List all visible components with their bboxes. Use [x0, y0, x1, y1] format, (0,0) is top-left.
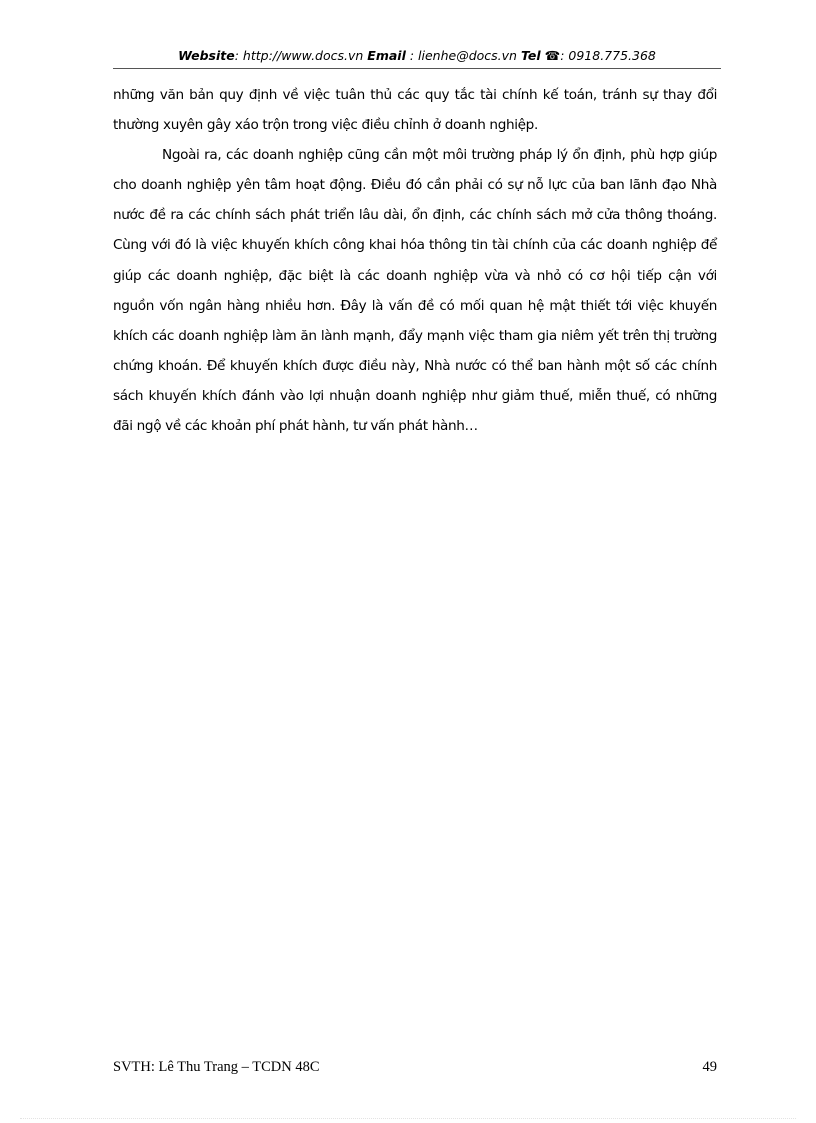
- paragraph-2: Ngoài ra, các doanh nghiệp cũng cần một môi trường pháp lý ổn định, phù hợp giúp cho doanh nghiệp yên tâm hoạt động. Điều đó cần phải có sự nỗ lực của ban lãnh đạo Nhà nước đề ra các chính sách phát triển lâu dài, ổn định, các chính sách mở cửa thông thoáng. Cùng với đó là việc khuyến khích công khai hóa thông tin tài chính của các doanh nghiệp để giúp các doanh nghiệp, đặc biệt là các doanh nghiệp vừa và nhỏ có cơ hội tiếp cận với nguồn vốn ngân hàng nhiều hơn. Đây là vấn đề có mối quan hệ mật thiết tới việc khuyến khích các doanh nghiệp làm ăn lành mạnh, đẩy mạnh việc tham gia niêm yết trên thị trường chứng khoán. Để khuyến khích được điều này, Nhà nước có thể ban hành một số các chính sách khuyến khích đánh vào lợi nhuận doanh nghiệp như giảm thuế, miễn thuế, có những đãi ngộ về các khoản phí phát hành, tư vấn phát hành…: [113, 147, 717, 435]
- page-footer: [113, 1057, 717, 1077]
- phone-icon: ☎: [544, 48, 561, 63]
- email-value: : lienhe@docs.vn: [405, 48, 517, 63]
- website-label: Website: [178, 48, 235, 63]
- page-number: 49: [702, 1059, 717, 1075]
- website-value: : http://www.docs.vn: [234, 48, 364, 63]
- page-header: [113, 46, 721, 69]
- email-label: Email: [367, 48, 406, 63]
- paragraph-1: những văn bản quy định về việc tuân thủ các quy tắc tài chính kế toán, tránh sự thay đổi thường xuyên gây xáo trộn trong việc điều chỉnh ở doanh nghiệp.: [113, 87, 717, 134]
- document-body: [113, 80, 717, 441]
- tel-label: Tel: [520, 48, 541, 63]
- tel-value: : 0918.775.368: [560, 48, 656, 63]
- bottom-divider: [20, 1118, 796, 1119]
- footer-author: SVTH: Lê Thu Trang – TCDN 48C: [113, 1059, 320, 1075]
